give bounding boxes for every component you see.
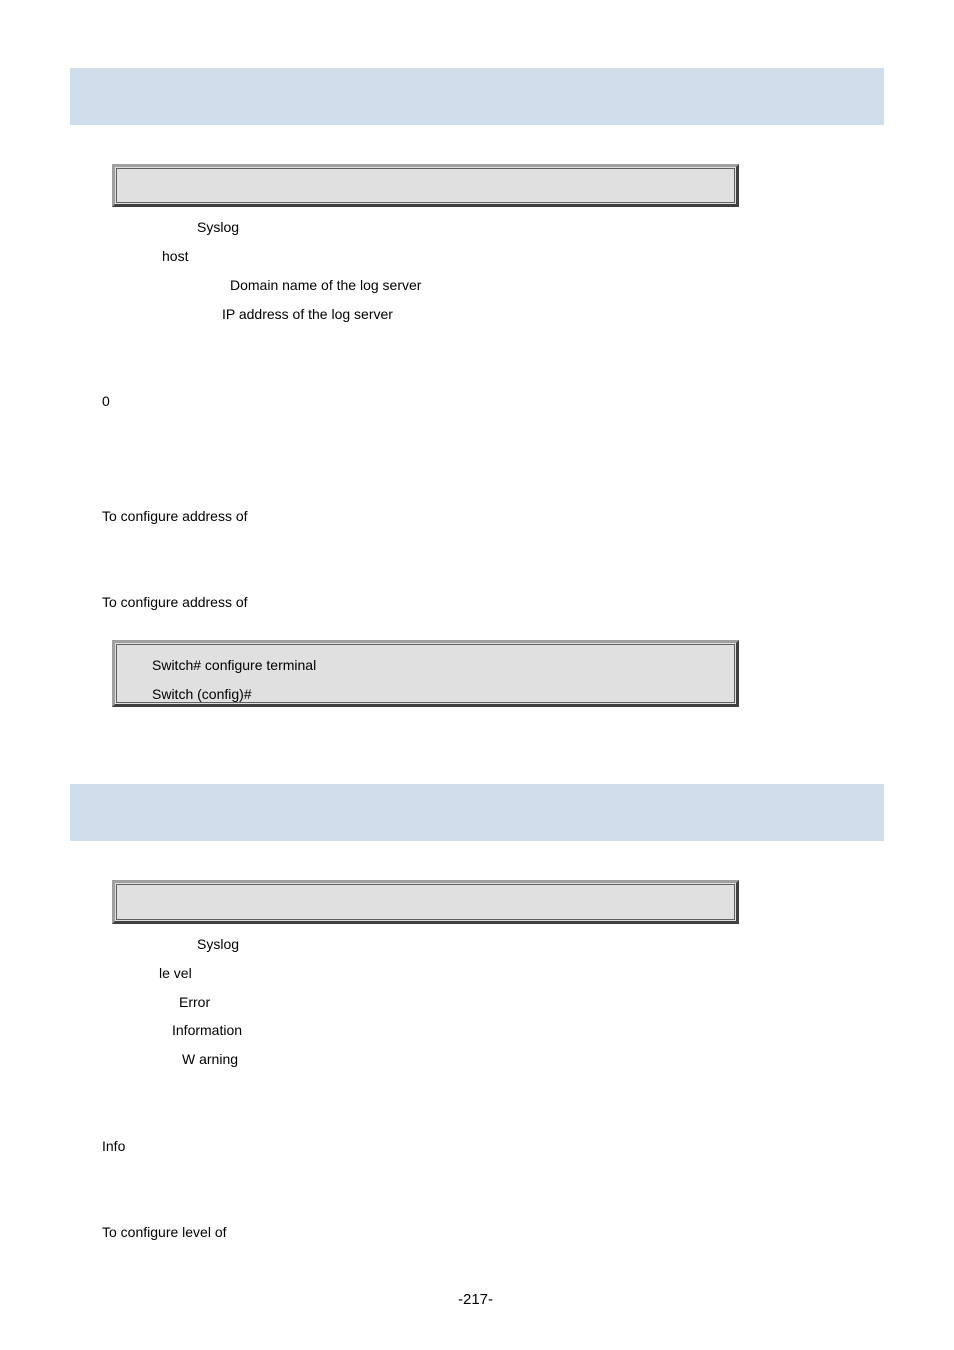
param-syslog-label: Syslog [197, 219, 240, 235]
page-number: -217- [458, 1291, 494, 1308]
example-line: Switch (config)# [152, 686, 252, 702]
command-syntax-box-inner [116, 884, 735, 920]
default-value: Info [102, 1138, 126, 1154]
option-warning: W arning [182, 1051, 239, 1067]
section-heading-banner [70, 68, 884, 125]
section-heading-banner [70, 784, 884, 841]
param-syslog-label: Syslog [197, 936, 240, 952]
command-syntax-box-inner [116, 168, 735, 203]
default-value: 0 [102, 393, 110, 409]
command-syntax-box [112, 880, 739, 924]
option-error: Error [179, 994, 211, 1010]
param-domain-description: Domain name of the log server [230, 277, 422, 293]
option-information: Information [172, 1022, 243, 1038]
example-line: Switch# configure terminal [152, 657, 317, 673]
usage-text: To configure address of [102, 594, 248, 610]
param-level-label: le vel [159, 965, 192, 981]
usage-text: To configure address of [102, 508, 248, 524]
param-host-label: host [162, 248, 189, 264]
command-syntax-box [112, 164, 739, 207]
usage-text: To configure level of [102, 1224, 227, 1240]
param-ip-description: IP address of the log server [222, 306, 393, 322]
